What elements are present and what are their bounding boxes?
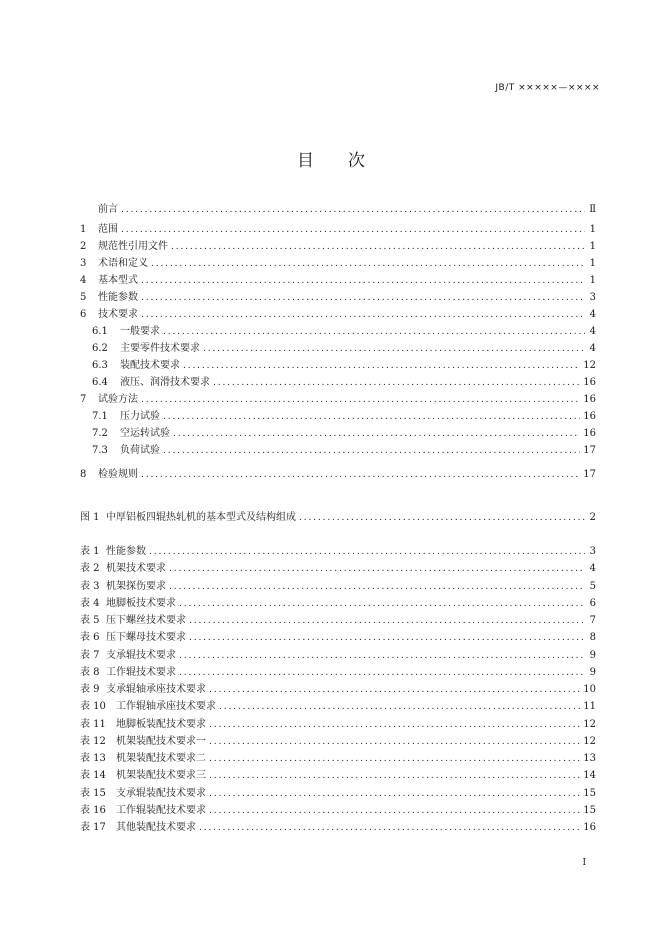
toc-entry-title: 机架探伤要求 bbox=[106, 580, 166, 592]
toc-entry[interactable] bbox=[80, 289, 596, 304]
toc-entry-page: 16 bbox=[583, 394, 596, 405]
toc-leader-dots bbox=[169, 563, 585, 575]
toc-entry-page: 4 bbox=[589, 309, 596, 320]
toc-entry[interactable] bbox=[92, 323, 596, 338]
toc-entry-title: 范围 bbox=[98, 224, 118, 235]
toc-leader-dots bbox=[209, 770, 580, 782]
toc-entry-title: 地脚板装配技术要求 bbox=[116, 718, 206, 730]
toc-entry[interactable] bbox=[80, 272, 596, 287]
toc-entry-page: 4 bbox=[589, 563, 596, 575]
toc-entry-title: 负荷试验 bbox=[120, 445, 160, 456]
toc-leader-dots bbox=[209, 753, 580, 765]
toc-entry[interactable] bbox=[80, 612, 596, 627]
toc-entry-title: 地脚板技术要求 bbox=[106, 597, 176, 609]
toc-entry-page: 13 bbox=[583, 753, 596, 764]
toc-entry-number: 7.2 bbox=[92, 428, 108, 439]
toc-entry-number: 4 bbox=[80, 275, 87, 286]
toc-entry[interactable] bbox=[80, 664, 596, 679]
toc-leader-dots bbox=[141, 275, 585, 287]
toc-entry[interactable] bbox=[80, 750, 596, 765]
toc-entry-page: 1 bbox=[589, 275, 596, 286]
toc-entry[interactable] bbox=[92, 425, 596, 440]
toc-entry-title: 技术要求 bbox=[98, 309, 138, 320]
toc-entry-number: 表 17 bbox=[80, 822, 106, 833]
toc-entry-number: 表 16 bbox=[80, 804, 106, 816]
toc-leader-dots bbox=[173, 428, 580, 440]
toc-entry-title: 工作辊轴承座技术要求 bbox=[116, 701, 216, 713]
toc-leader-dots bbox=[141, 292, 585, 304]
toc-entry-number: 6.4 bbox=[92, 377, 108, 388]
toc-entry[interactable] bbox=[92, 408, 596, 423]
toc-entry[interactable] bbox=[80, 595, 596, 610]
toc-entry-title: 试验方法 bbox=[98, 394, 138, 405]
toc-entry[interactable] bbox=[80, 698, 596, 713]
toc-entry-title: 术语和定义 bbox=[98, 258, 148, 269]
toc-entry[interactable] bbox=[80, 221, 596, 236]
toc-entry-page: 16 bbox=[583, 428, 596, 439]
toc-entry-title: 一般要求 bbox=[120, 326, 160, 337]
toc-leader-dots bbox=[213, 377, 580, 389]
toc-entry-page: 6 bbox=[589, 597, 596, 609]
toc-leader-dots bbox=[151, 258, 585, 270]
toc-entry-page: 4 bbox=[589, 326, 596, 337]
toc-entry[interactable] bbox=[80, 578, 596, 593]
toc-entry-page: 1 bbox=[589, 241, 596, 252]
toc-entry-number: 8 bbox=[80, 469, 87, 480]
toc-entry[interactable] bbox=[80, 543, 596, 558]
toc-entry-number: 图 1 bbox=[80, 512, 100, 523]
toc-title-part2: 次 bbox=[348, 151, 365, 171]
toc-entry-page: 17 bbox=[583, 445, 596, 456]
toc-entry-page: 2 bbox=[589, 512, 596, 523]
toc-entry-number: 7 bbox=[80, 394, 87, 405]
toc-entry-page: 9 bbox=[589, 666, 596, 678]
toc-entry-page: 3 bbox=[589, 292, 596, 303]
toc-entry-number: 表 10 bbox=[80, 701, 106, 713]
toc-entry-title: 中厚铝板四辊热轧机的基本型式及结构组成 bbox=[106, 512, 296, 523]
toc-entry[interactable] bbox=[80, 802, 596, 817]
toc-entry[interactable] bbox=[80, 391, 596, 406]
toc-entry-page: 12 bbox=[583, 360, 596, 371]
toc-entry-page: 16 bbox=[583, 411, 596, 422]
toc-entry[interactable] bbox=[80, 785, 596, 800]
toc-entry-number: 表 6 bbox=[80, 632, 100, 644]
toc-leader-dots bbox=[179, 598, 585, 610]
toc-entry-page: 15 bbox=[583, 804, 596, 816]
toc-entry-number: 表 5 bbox=[80, 615, 100, 626]
toc-entry-number: 6.3 bbox=[92, 360, 108, 371]
toc-entry-page: 11 bbox=[583, 701, 596, 713]
toc-entry[interactable] bbox=[92, 340, 596, 355]
toc-leader-dots bbox=[169, 581, 585, 593]
toc-leader-dots bbox=[209, 736, 580, 748]
toc-entry-page: 12 bbox=[583, 735, 596, 747]
toc-entry-title: 空运转试验 bbox=[120, 428, 170, 439]
page-number: I bbox=[582, 858, 586, 868]
toc-entry-title: 机架技术要求 bbox=[106, 563, 166, 575]
toc-entry[interactable] bbox=[80, 509, 596, 524]
toc-entry[interactable] bbox=[80, 733, 596, 748]
toc-leader-dots bbox=[121, 204, 585, 216]
toc-leader-dots bbox=[209, 684, 580, 696]
toc-entry-title: 支承辊技术要求 bbox=[106, 649, 176, 661]
toc-leader-dots bbox=[179, 650, 585, 662]
toc-entry-page: 4 bbox=[589, 343, 596, 354]
toc-entry[interactable] bbox=[92, 357, 596, 372]
toc-title-part1: 目 bbox=[297, 151, 314, 171]
toc-entry-title: 工作辊技术要求 bbox=[106, 666, 176, 678]
toc-entry-page: Ⅱ bbox=[589, 204, 596, 215]
toc-leader-dots bbox=[219, 701, 580, 713]
toc-entry-page: 15 bbox=[583, 787, 596, 799]
toc-leader-dots bbox=[121, 224, 585, 236]
toc-entry-number: 表 1 bbox=[80, 546, 100, 557]
toc-entry-number: 表 12 bbox=[80, 735, 106, 747]
toc-entry-page: 12 bbox=[583, 718, 596, 730]
toc-entry-number: 1 bbox=[80, 224, 87, 235]
toc-leader-dots bbox=[171, 241, 585, 253]
toc-leader-dots bbox=[141, 309, 585, 321]
toc-entry-page: 7 bbox=[589, 615, 596, 626]
toc-entry[interactable] bbox=[92, 442, 596, 457]
toc-leader-dots bbox=[149, 546, 585, 558]
toc-entry-page: 16 bbox=[583, 822, 596, 833]
toc-entry-title: 支承辊轴承座技术要求 bbox=[106, 684, 206, 695]
toc-leader-dots bbox=[141, 394, 580, 406]
toc-leader-dots bbox=[179, 667, 585, 679]
toc-entry[interactable] bbox=[80, 560, 596, 575]
toc-entry-number: 表 9 bbox=[80, 684, 100, 695]
toc-leader-dots bbox=[163, 445, 580, 457]
toc-entry-number: 表 3 bbox=[80, 580, 100, 592]
toc-entry-number: 表 13 bbox=[80, 753, 106, 764]
toc-entry-title: 压下螺母技术要求 bbox=[106, 632, 186, 644]
toc-entry-title: 主要零件技术要求 bbox=[120, 343, 200, 354]
toc-entry[interactable] bbox=[80, 201, 596, 216]
toc-entry-title: 其他装配技术要求 bbox=[116, 822, 196, 833]
toc-entry-page: 3 bbox=[589, 546, 596, 557]
toc-entry[interactable] bbox=[80, 716, 596, 731]
toc-entry-title: 装配技术要求 bbox=[120, 360, 180, 371]
toc-entry-title: 性能参数 bbox=[106, 546, 146, 557]
toc-entry-number: 表 2 bbox=[80, 563, 100, 575]
toc-leader-dots bbox=[203, 343, 585, 355]
toc-entry-title: 压下螺丝技术要求 bbox=[106, 615, 186, 626]
toc-entry-page: 1 bbox=[589, 224, 596, 235]
toc-entry-page: 17 bbox=[583, 469, 596, 480]
toc-entry-title: 机架装配技术要求二 bbox=[116, 753, 206, 764]
toc-leader-dots bbox=[163, 326, 585, 338]
toc-entry[interactable] bbox=[80, 466, 596, 481]
toc-entry[interactable] bbox=[80, 629, 596, 644]
toc-entry-number: 2 bbox=[80, 241, 87, 252]
toc-entry-title: 检验规则 bbox=[98, 469, 138, 480]
toc-leader-dots bbox=[209, 719, 580, 731]
toc-entry-title: 机架装配技术要求一 bbox=[116, 735, 206, 747]
toc-leader-dots bbox=[189, 615, 585, 627]
toc-entry-title: 规范性引用文件 bbox=[98, 241, 168, 252]
toc-leader-dots bbox=[183, 360, 580, 372]
toc-entry-page: 10 bbox=[583, 684, 596, 695]
toc-entry-number: 表 4 bbox=[80, 597, 100, 609]
toc-entry-title: 机架装配技术要求三 bbox=[116, 770, 206, 782]
toc-title bbox=[0, 146, 662, 171]
toc-entry-number: 7.1 bbox=[92, 411, 108, 422]
toc-leader-dots bbox=[209, 788, 580, 800]
toc-entry-page: 8 bbox=[589, 632, 596, 644]
toc-entry-title: 基本型式 bbox=[98, 275, 138, 286]
toc-entry-title: 支承辊装配技术要求 bbox=[116, 787, 206, 799]
toc-entry-title: 性能参数 bbox=[98, 292, 138, 303]
toc-entry[interactable] bbox=[80, 255, 596, 270]
toc-entry-number: 表 7 bbox=[80, 649, 100, 661]
toc-entry-page: 14 bbox=[583, 770, 596, 782]
toc-leader-dots bbox=[199, 822, 580, 834]
toc-leader-dots bbox=[209, 805, 580, 817]
toc-entry-title: 压力试验 bbox=[120, 411, 160, 422]
toc-entry-page: 5 bbox=[589, 580, 596, 592]
toc-leader-dots bbox=[189, 632, 585, 644]
toc-entry-title: 液压、润滑技术要求 bbox=[120, 377, 210, 388]
toc-entry-number: 6.2 bbox=[92, 343, 108, 354]
toc-entry-number: 7.3 bbox=[92, 445, 108, 456]
toc-entry-number: 表 11 bbox=[80, 718, 106, 730]
toc-entry-title: 工作辊装配技术要求 bbox=[116, 804, 206, 816]
toc-entry[interactable] bbox=[80, 681, 596, 696]
toc-entry[interactable] bbox=[80, 767, 596, 782]
toc-leader-dots bbox=[163, 411, 580, 423]
toc-entry-page: 16 bbox=[583, 377, 596, 388]
toc-entry-number: 3 bbox=[80, 258, 87, 269]
toc-entry-page: 1 bbox=[589, 258, 596, 269]
toc-leader-dots bbox=[299, 512, 585, 524]
toc-entry-number: 表 8 bbox=[80, 666, 100, 678]
toc-entry[interactable] bbox=[80, 238, 596, 253]
toc-entry-number: 表 14 bbox=[80, 770, 106, 782]
toc-entry-number: 6.1 bbox=[92, 326, 108, 337]
toc-entry[interactable] bbox=[80, 647, 596, 662]
toc-entry-title: 前言 bbox=[98, 204, 118, 215]
toc-entry-page: 9 bbox=[589, 649, 596, 661]
toc-leader-dots bbox=[141, 469, 580, 481]
toc-entry[interactable] bbox=[92, 374, 596, 389]
toc-entry-number: 6 bbox=[80, 309, 87, 320]
toc-entry-number: 表 15 bbox=[80, 787, 106, 799]
toc-entry-number: 5 bbox=[80, 292, 87, 303]
toc-entry[interactable] bbox=[80, 306, 596, 321]
toc-entry[interactable] bbox=[80, 819, 596, 834]
document-code: JB/T ×××××—×××× bbox=[495, 83, 600, 93]
